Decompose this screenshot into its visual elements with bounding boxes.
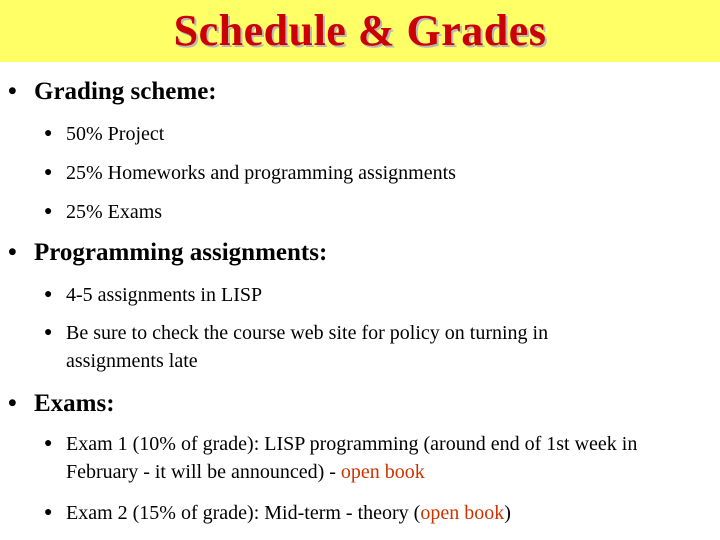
exam-2-suffix: ): [504, 502, 511, 524]
title-bar: [0, 0, 720, 62]
bullet-dot-icon: ●: [44, 436, 53, 451]
list-item-text: 50% Project: [66, 123, 165, 145]
open-book-label: open book: [420, 502, 505, 524]
list-item-exam-2: [44, 499, 704, 527]
list-item: [44, 319, 644, 375]
bullet-dot-icon: ●: [44, 287, 53, 302]
list-item-text: 25% Exams: [66, 201, 163, 223]
list-item-text: [66, 430, 674, 486]
list-item: [44, 120, 704, 148]
exam-1-text: Exam 1 (10% of grade): LISP programming (around end of 1st week in February - it will be announced) -: [66, 433, 638, 483]
section-heading: Exams:: [34, 390, 115, 417]
list-item-text: Be sure to check the course web site for policy on turning in assignments late: [66, 322, 549, 372]
bullet-dot-icon: ●: [44, 325, 53, 340]
list-item: [44, 281, 704, 309]
bullet-dot-icon: ●: [44, 204, 53, 219]
list-item-text: 4-5 assignments in LISP: [66, 284, 263, 306]
bullet-dot-icon: ●: [44, 505, 53, 520]
list-item-exam-1: [44, 430, 674, 486]
bullet-dot-icon: •: [8, 78, 17, 105]
bullet-dot-icon: •: [8, 390, 17, 417]
bullet-dot-icon: ●: [44, 126, 53, 141]
section-programming-assignments: [8, 239, 327, 267]
list-item-text: 25% Homeworks and programming assignments: [66, 162, 456, 184]
section-heading: Programming assignments:: [34, 239, 328, 266]
slide-title: Schedule & Grades: [173, 5, 547, 55]
list-item-text: [66, 499, 704, 527]
open-book-label: open book: [340, 461, 425, 483]
section-grading-scheme: [8, 78, 217, 106]
section-heading: Grading scheme:: [34, 78, 217, 105]
list-item: [44, 159, 704, 187]
bullet-dot-icon: •: [8, 239, 17, 266]
list-item: [44, 198, 704, 226]
bullet-dot-icon: ●: [44, 165, 53, 180]
exam-2-text: Exam 2 (15% of grade): Mid-term - theory (: [66, 502, 421, 524]
section-exams: [8, 390, 115, 418]
